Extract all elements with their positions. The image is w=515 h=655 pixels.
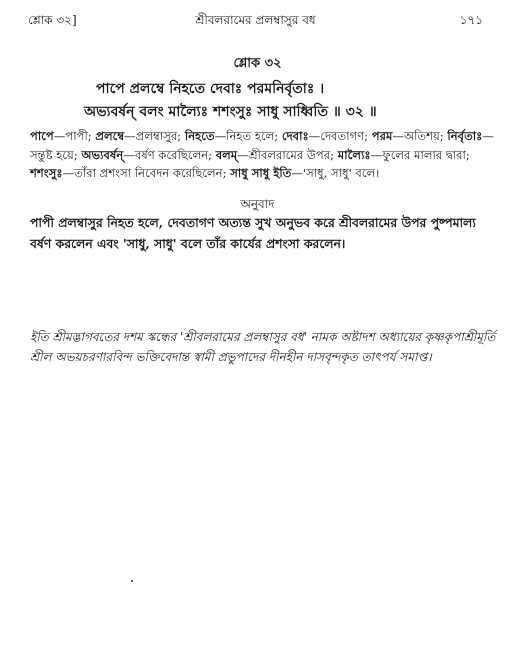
synonym-meaning: —বর্ষণ করেছিলেন; xyxy=(123,147,216,162)
synonym-meaning: —নিহত হলে; xyxy=(214,129,282,143)
synonym-term: মাল্যৈঃ xyxy=(337,147,371,162)
synonym-term: নিহতে xyxy=(184,129,215,143)
word-for-word-synonyms xyxy=(30,127,500,183)
synonym-meaning: —দেবতাগণ; xyxy=(308,129,372,143)
synonym-term: সাধু সাধু ইতি xyxy=(230,166,292,180)
synonym-meaning: —শ্রীবলরামের উপর; xyxy=(237,147,338,162)
translation-text: পাপী প্রলম্বাসুর নিহত হলে, দেবতাগণ অত্যন্ত সুখ অনুভব করে শ্রীবলরামের উপর পুষ্পমাল্য বর্ষণ করলেন এবং 'সাধু, সাধু' বলে তাঁর কার্যের প্রশংসা করলেন। xyxy=(30,215,476,251)
synonym-meaning: —তাঁরা প্রশংসা নিবেদন করেছিলেন; xyxy=(62,166,231,180)
synonym-entry xyxy=(216,148,338,162)
synonym-meaning: —অতিশয়; xyxy=(392,129,448,143)
synonym-entry xyxy=(338,148,470,162)
synonym-term: পাপে xyxy=(30,129,54,143)
synonym-entry xyxy=(185,129,282,143)
synonym-entry xyxy=(282,129,372,143)
print-speck xyxy=(131,580,133,582)
synonym-entry xyxy=(372,129,448,143)
header-chapter-title: শ্রীবলরামের প্রলম্বাসুর বধ xyxy=(195,13,316,27)
synonym-term: শশংসুঃ xyxy=(30,166,63,180)
synonym-meaning: —সন্তুষ্ট হয়ে; xyxy=(30,129,494,162)
verse-line-2: অভ্যবর্ষন্ বলং মাল্যৈঃ শশংসুঃ সাধু সাধ্বিতি ॥ ৩২ ॥ xyxy=(84,104,377,120)
synonym-entry xyxy=(30,129,95,143)
chapter-colophon: ইতি শ্রীমদ্ভাগবতের দশম স্কন্ধের 'শ্রীবলরামের প্রলম্বাসুর বধ' নামক অষ্টাদশ অধ্যায়ের কৃষ্ণকৃপাশ্রীমূর্তি শ্রীল অভয়চরণারবিন্দ ভক্তিবেদান্ত স্বামী প্রভুপাদের দীনহীন দাসবৃন্দকৃত তাৎপর্য সমাপ্ত। xyxy=(30,330,496,364)
synonym-term: বলম্ xyxy=(215,147,238,162)
synonym-meaning: —'সাধু, সাধু' বলে। xyxy=(291,166,380,180)
header-verse-ref: শ্লোক ৩২] xyxy=(28,13,77,27)
synonym-meaning: —পাপী; xyxy=(53,129,96,143)
synonym-term: দেবাঃ xyxy=(281,129,309,143)
running-header xyxy=(28,12,483,30)
header-page-number: ১৭১ xyxy=(459,13,483,27)
synonym-entry xyxy=(30,166,230,180)
synonym-term: প্রলম্বে xyxy=(95,129,125,143)
synonym-entry xyxy=(230,166,379,180)
synonym-term: নির্বৃতাঃ xyxy=(447,129,483,143)
verse-line-1: পাপে প্রলম্বে নিহতে দেবাঃ পরমনির্বৃতাঃ । xyxy=(96,81,325,97)
verse-heading: শ্লোক ৩২ xyxy=(233,56,282,71)
synonym-term: অভ্যবর্ষন্ xyxy=(81,147,124,162)
synonym-entry xyxy=(95,129,185,143)
translation-heading: অনুবাদ xyxy=(240,197,275,211)
synonym-meaning: —প্রলম্বাসুর; xyxy=(124,129,185,143)
synonym-term: পরম xyxy=(371,129,393,143)
synonym-entry xyxy=(81,148,215,162)
synonym-meaning: —ফুলের মালার দ্বারা; xyxy=(370,147,470,162)
